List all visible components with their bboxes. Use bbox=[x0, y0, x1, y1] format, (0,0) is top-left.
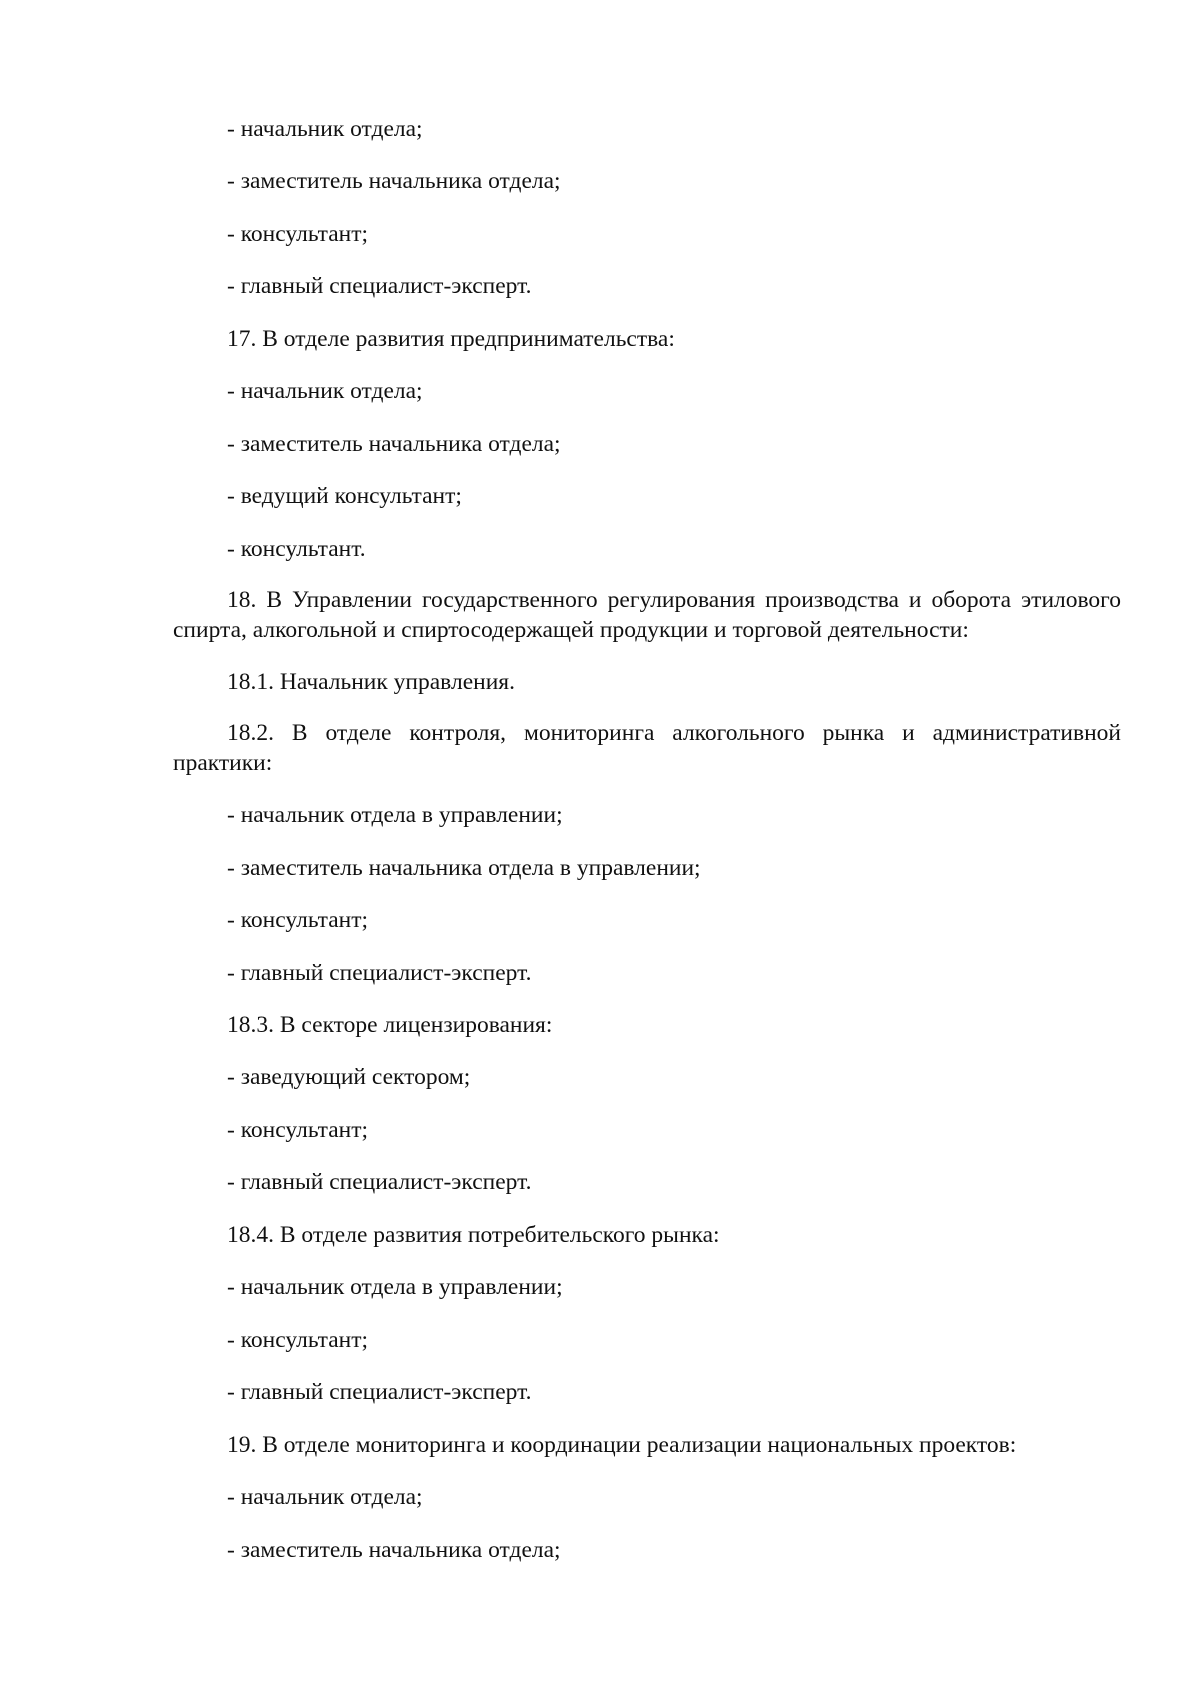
list-item: - начальник отдела в управлении; bbox=[227, 1274, 563, 1300]
list-item: - главный специалист-эксперт. bbox=[227, 273, 532, 299]
section-heading: 18. В Управлении государственного регулирования производства и оборота этилового спирта, алкогольной и спиртосодержащей продукции и торговой деятельности: bbox=[173, 587, 1121, 643]
list-item: - заместитель начальника отдела; bbox=[227, 1537, 561, 1563]
list-item: - начальник отдела; bbox=[227, 116, 423, 142]
list-item: - консультант. bbox=[227, 536, 366, 562]
list-item: - консультант; bbox=[227, 1117, 368, 1143]
list-item: - главный специалист-эксперт. bbox=[227, 960, 532, 986]
section-heading: 19. В отделе мониторинга и координации реализации национальных проектов: bbox=[227, 1432, 1017, 1458]
section-heading: 18.4. В отделе развития потребительского рынка: bbox=[227, 1222, 720, 1248]
section-heading: 18.3. В секторе лицензирования: bbox=[227, 1012, 553, 1038]
list-item: - заместитель начальника отдела в управлении; bbox=[227, 855, 701, 881]
list-item: - главный специалист-эксперт. bbox=[227, 1169, 532, 1195]
list-item: - ведущий консультант; bbox=[227, 483, 462, 509]
section-heading: 18.1. Начальник управления. bbox=[227, 669, 515, 695]
list-item: - заместитель начальника отдела; bbox=[227, 168, 561, 194]
list-item: - консультант; bbox=[227, 1327, 368, 1353]
list-item: - начальник отдела; bbox=[227, 378, 423, 404]
section-heading: 18.2. В отделе контроля, мониторинга алкогольного рынка и административной практики: bbox=[173, 720, 1121, 776]
list-item: - консультант; bbox=[227, 907, 368, 933]
list-item: - консультант; bbox=[227, 221, 368, 247]
section-heading: 17. В отделе развития предпринимательства: bbox=[227, 326, 675, 352]
list-item: - заведующий сектором; bbox=[227, 1064, 471, 1090]
list-item: - начальник отдела в управлении; bbox=[227, 802, 563, 828]
list-item: - главный специалист-эксперт. bbox=[227, 1379, 532, 1405]
list-item: - заместитель начальника отдела; bbox=[227, 431, 561, 457]
list-item: - начальник отдела; bbox=[227, 1484, 423, 1510]
